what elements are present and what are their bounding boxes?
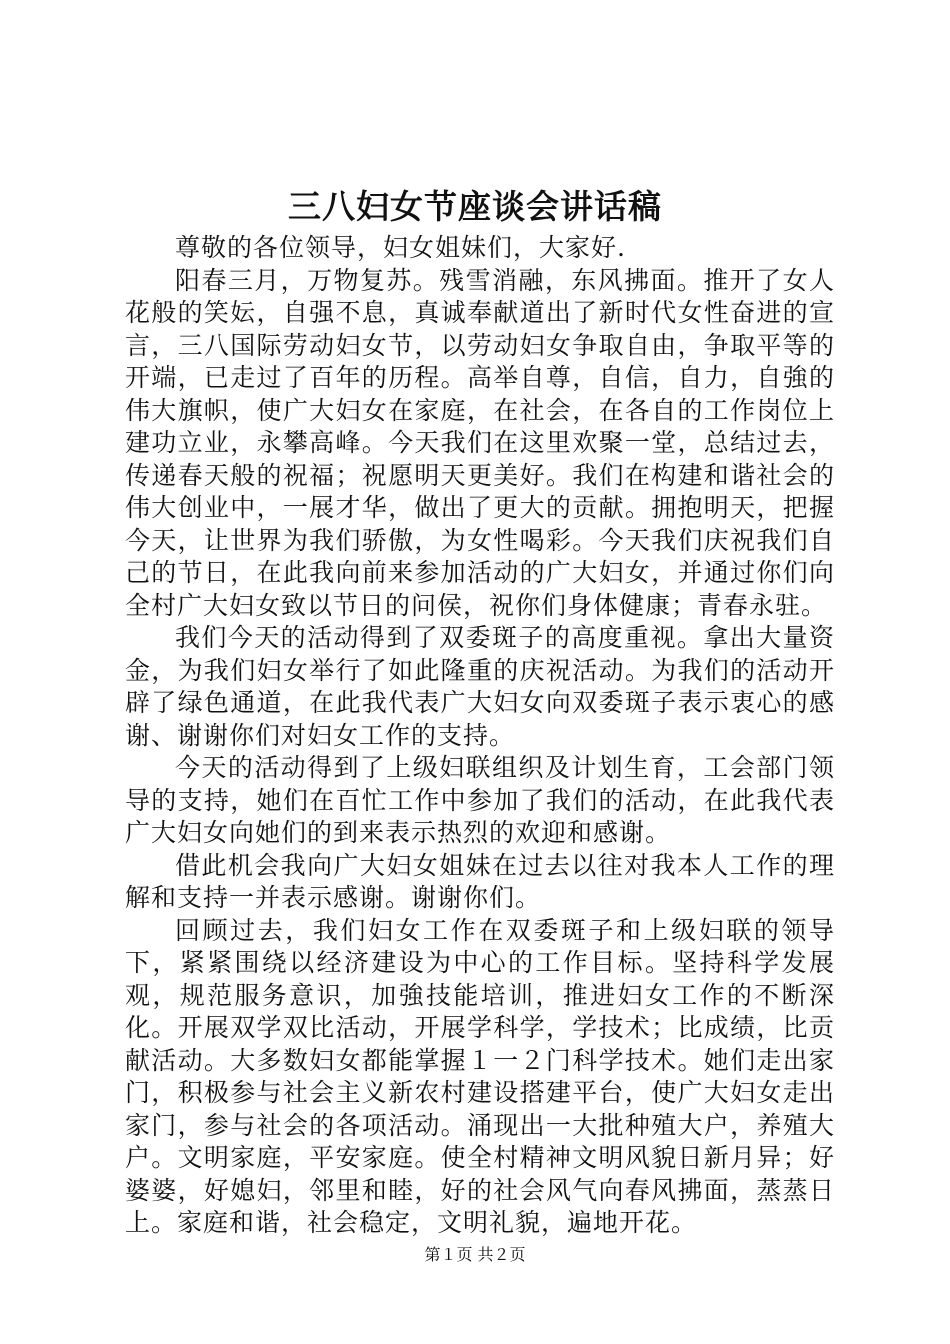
paragraph-thanks-committee: 我们今天的活动得到了双委斑子的高度重视。拿出大量资金，为我们妇女举行了如此隆重的庆祝活动。为我们的活动开辟了绿色通道，在此我代表广大妇女向双委斑子表示衷心的感谢、谢谢你们对妇女工作的支持。 [125,623,835,750]
document-title: 三八妇女节座谈会讲话稿 [288,187,662,226]
page-number-footer: 第１页 共２页 [424,1245,526,1264]
paragraph-greeting: 尊敬的各位领导，妇女姐妹们，大家好. [175,233,626,262]
paragraph-personal-thanks: 借此机会我向广大妇女姐妹在过去以往对我本人工作的理解和支持一并表示感谢。谢谢你们。 [125,850,835,912]
paragraph-thanks-federation: 今天的活动得到了上级妇联组织及计划生育，工会部门领导的支持，她们在百忙工作中参加了我们的活动，在此我代表广大妇女向她们的到来表示热烈的欢迎和感谢。 [125,753,835,847]
document-body [125,232,835,1240]
paragraph-spring: 阳春三月，万物复苏。残雪消融，东风拂面。推开了女人花般的笑妘，自强不息，真诚奉献道出了新时代女性奋进的宣言，三八国际劳动妇女节，以劳动妇女争取自由，争取平等的开端，已走过了百年的历程。高举自尊，自信，自力，自強的伟大旗帜，使广大妇女在家庭，在社会，在各自的工作岗位上建功立业，永攀高峰。今天我们在这里欢聚一堂，总结过去，传递春天般的祝福；祝愿明天更美好。我们在构建和谐社会的伟大创业中，一展才华，做出了更大的贡献。拥抱明天，把握今天，让世界为我们骄傲，为女性喝彩。今天我们庆祝我们自己的节日，在此我向前来参加活动的广大妇女，并通过你们向全村广大妇女致以节日的问侯，祝你们身体健康；青春永驻。 [125,265,835,620]
paragraph-review: 回顾过去，我们妇女工作在双委斑子和上级妇联的领导下，紧紧围绕以经济建设为中心的工作目标。坚持科学发展观，规范服务意识，加強技能培训，推进妇女工作的不断深化。开展双学双比活动，开展学科学，学技术；比成绩，比贡献活动。大多数妇女都能掌握１一２门科学技术。她们走出家门，积极参与社会主义新农村建设搭建平台，使广大妇女走出家门，参与社会的各项活动。涌现出一大批种殖大户，养殖大户。文明家庭，平安家庭。使全村精神文明风貌日新月异；好婆婆，好媳妇，邻里和睦，好的社会风气向春风拂面，蒸蒸日上。家庭和谐，社会稳定，文明礼貌，遍地开花。 [125,915,835,1237]
